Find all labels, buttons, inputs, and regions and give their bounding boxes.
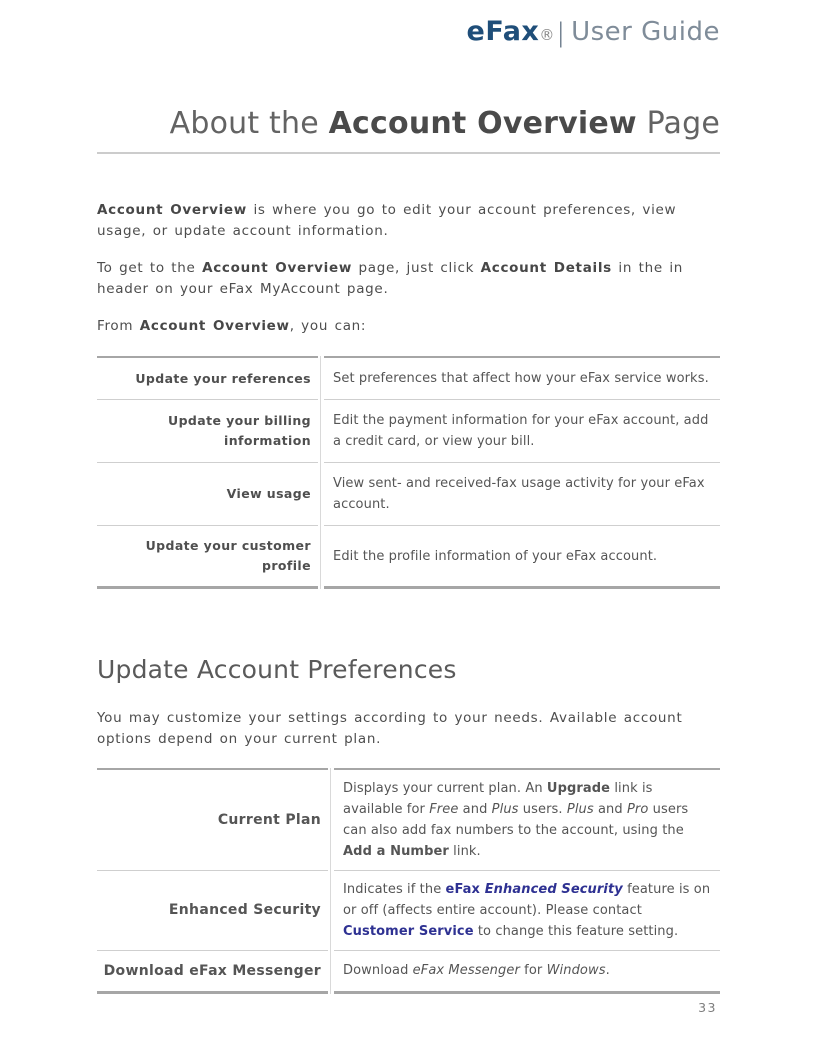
row-desc-text: View sent- and received-fax usage activity for your eFax account. <box>333 476 705 512</box>
row-label: Download eFax Messenger <box>97 951 328 994</box>
row-label: Update your references <box>97 356 318 400</box>
row-label: Current Plan <box>97 768 328 871</box>
row-desc <box>324 463 720 526</box>
intro-paragraph: To get to the Account Overview page, just click Account Details in the in header on your eFax MyAccount page. <box>97 260 684 297</box>
page-content <box>97 0 720 994</box>
registered-trademark-icon: ® <box>539 26 555 44</box>
row-desc <box>324 356 720 400</box>
column-divider <box>320 356 321 589</box>
row-desc-text: Edit the profile information of your eFax account. <box>333 548 658 564</box>
row-desc-text: Indicates if the eFax Enhanced Security feature is on or off (affects entire account). Please contact Customer Service to change this feature setting. <box>343 881 711 939</box>
row-desc-text: Download eFax Messenger for Windows. <box>343 963 610 979</box>
efax-logo: eFax <box>466 16 540 47</box>
row-label: View usage <box>97 463 318 526</box>
row-desc-text: Edit the payment information for your eFax account, add a credit card, or view your bill. <box>333 413 709 449</box>
page-number: 33 <box>698 1000 717 1015</box>
row-desc-text: Set preferences that affect how your eFax service works. <box>333 371 709 386</box>
intro-section <box>97 200 720 337</box>
row-desc-text: Displays your current plan. An Upgrade link is available for Free and Plus users. Plus and Pro users can also add fax numbers to the account, using the Add a Number link. <box>343 780 689 859</box>
intro-paragraph: Account Overview is where you go to edit your account preferences, view usage, or update account information. <box>97 202 677 239</box>
preferences-paragraph: You may customize your settings according to your needs. Available account options depend on your current plan. <box>97 709 683 747</box>
page-title: About the Account Overview Page <box>97 105 720 154</box>
section-heading: Update Account Preferences <box>97 655 457 684</box>
header <box>97 0 720 47</box>
product-name: User Guide <box>571 17 720 47</box>
row-label: Enhanced Security <box>97 871 328 951</box>
row-desc <box>334 871 720 951</box>
header-divider: | <box>556 18 566 48</box>
overview-table <box>97 356 720 589</box>
row-desc <box>324 400 720 463</box>
row-label: Update your customer profile <box>97 526 318 589</box>
row-desc <box>334 951 720 994</box>
row-label: Update your billing information <box>97 400 318 463</box>
preferences-table <box>97 768 720 994</box>
customer-service-link[interactable]: Customer Service <box>343 923 474 939</box>
row-desc <box>324 526 720 589</box>
column-divider <box>330 768 331 994</box>
intro-paragraph: From Account Overview, you can: <box>97 318 367 334</box>
row-desc <box>334 768 720 871</box>
